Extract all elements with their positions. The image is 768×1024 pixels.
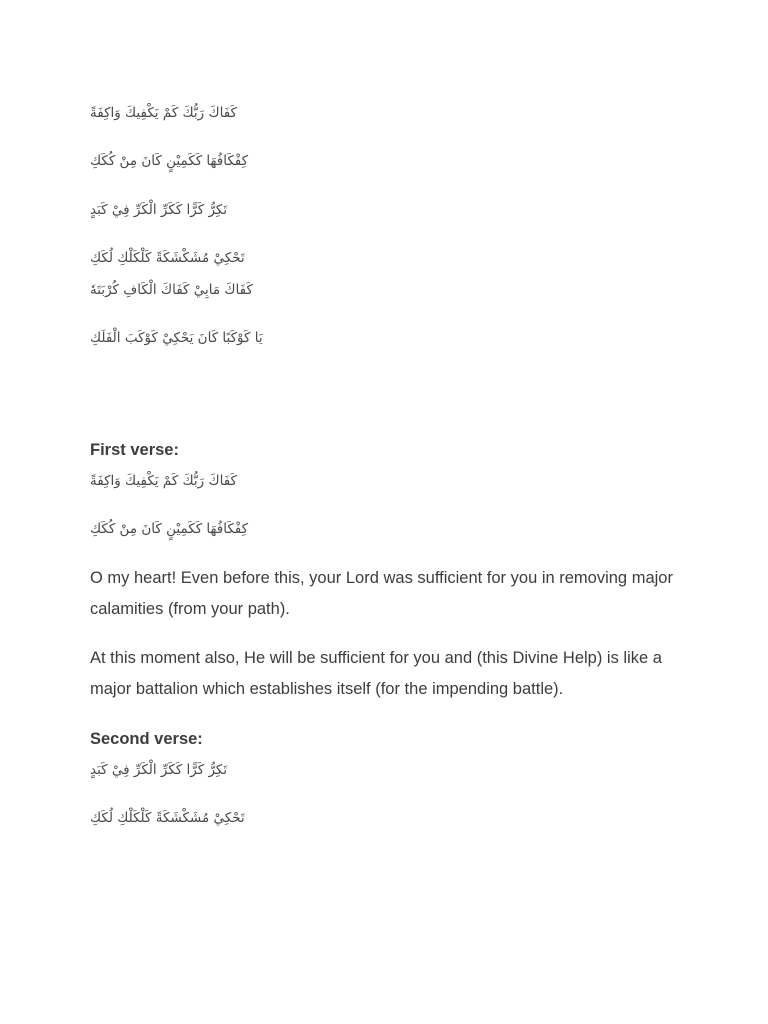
second-verse-line-1: تَكِرُّ كَرًّا كَكَرِّ الْكَرِّ فِيْ كَبَدٍ [90,762,228,778]
poem-line-6: يَا كَوْكَبًا كَانَ يَحْكِيْ كَوْكَبَ الْفَلَكِ [90,330,263,346]
poem-line-5: كَفَاكَ مَابِيْ كَفَاكَ الْكَافِ كُرْبَتَهٗ [90,282,253,298]
first-verse-line-2: كِفْكَافُهَا كَكَمِيْنٍ كَانَ مِنْ كُكَكِ [90,521,249,537]
first-verse-line-1: كَفَاكَ رَبُّكَ كَمْ يَكْفِيكَ وَاكِفَةً [90,473,237,489]
second-verse-heading: Second verse: [90,730,203,748]
second-verse-line-2: تَحْكِيْ مُشَكْشَكَةً كَلْكَلْكِ لُكَكِ [90,810,245,826]
poem-line-2: كِفْكَافُهَا كَكَمِيْنٍ كَانَ مِنْ كُكَكِ [90,153,249,169]
poem-line-4: تَحْكِيْ مُشَكْشَكَةً كَلْكَلْكِ لُكَكِ [90,250,245,266]
first-verse-heading: First verse: [90,441,179,459]
first-verse-translation-1: O my heart! Even before this, your Lord was sufficient for you in removing major calamities (from your path). [90,569,673,618]
poem-line-1: كَفَاكَ رَبُّكَ كَمْ يَكْفِيكَ وَاكِفَةً [90,105,237,121]
poem-line-3: تَكِرُّ كَرًّا كَكَرِّ الْكَرِّ فِيْ كَبَدٍ [90,202,228,218]
first-verse-translation-2: At this moment also, He will be sufficient for you and (this Divine Help) is like a major battalion which establishes itself (for the impending battle). [90,649,662,698]
